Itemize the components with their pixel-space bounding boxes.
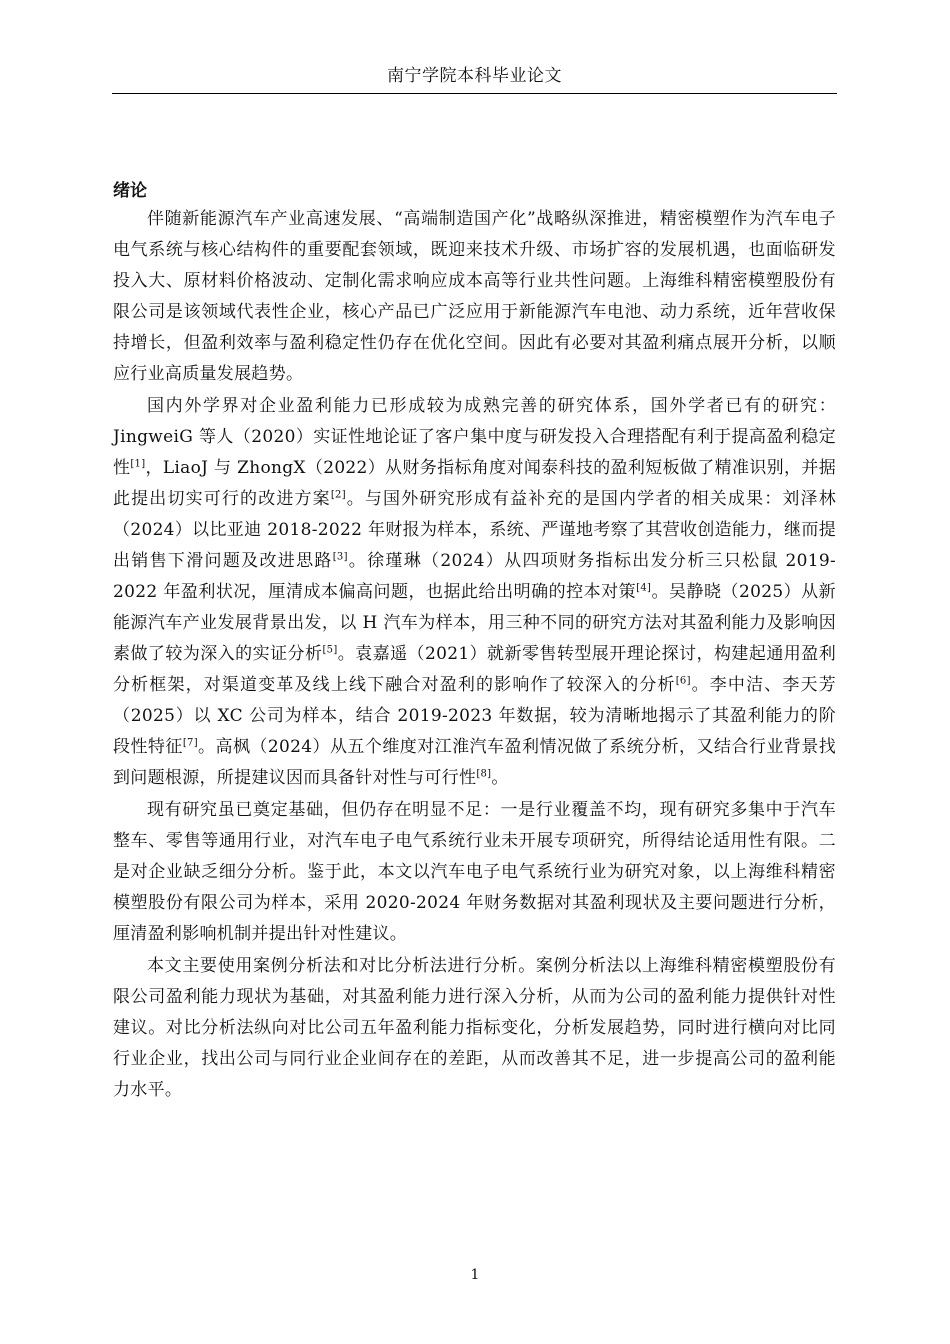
page-number: 1 bbox=[470, 1267, 480, 1283]
citation-ref: [6] bbox=[675, 675, 691, 687]
paragraph bbox=[113, 795, 836, 950]
paragraph-text: 。与国外研究形成有益补充的是国内学者的相关成果：刘泽林（2024）以比亚迪 2018-2022 年财报为样本，系统、严谨地考察了其营收创造能力，继而提出销售下滑问题及改进思路 bbox=[113, 489, 836, 571]
paragraph-text: 现有研究虽已奠定基础，但仍存在明显不足：一是行业覆盖不均，现有研究多集中于汽车整车、零售等通用行业，对汽车电子电气系统行业未开展专项研究，所得结论适用性有限。二是对企业缺乏细分分析。鉴于此，本文以汽车电子电气系统行业为研究对象，以上海维科精密模塑股份有限公司为样本，采用 2020-2024 年财务数据对其盈利现状及主要问题进行分析，厘清盈利影响机制并提出针对性建议。 bbox=[113, 800, 836, 944]
paragraph-text: ，LiaoJ 与 ZhongX（2022）从财务指标角度对闻泰科技的盈利短板做了精准识别，并据此提出切实可行的改进方案 bbox=[113, 458, 836, 509]
citation-ref: [5] bbox=[322, 644, 338, 656]
citation-ref: [2] bbox=[330, 489, 346, 501]
paragraph-text: 。徐瑾琳（2024）从四项财务指标出发分析三只松鼠 2019-2022 年盈利状况，厘清成本偏高问题，也据此给出明确的控本对策 bbox=[113, 551, 836, 602]
paragraph-text: 伴随新能源汽车产业高速发展、“高端制造国产化”战略纵深推进，精密模塑作为汽车电子电气系统与核心结构件的重要配套领域，既迎来技术升级、市场扩容的发展机遇，也面临研发投入大、原材料价格波动、定制化需求响应成本高等行业共性问题。上海维科精密模塑股份有限公司是该领域代表性企业，核心产品已广泛应用于新能源汽车电池、动力系统，近年营收保持增长，但盈利效率与盈利稳定性仍存在优化空间。因此有必要对其盈利痛点展开分析，以顺应行业高质量发展趋势。 bbox=[113, 209, 836, 384]
section-title: 绪论 bbox=[113, 181, 147, 201]
body-text bbox=[113, 204, 836, 1107]
paragraph-text: 。李中洁、李天芳（2025）以 XC 公司为样本，结合 2019-2023 年数据，较为清晰地揭示了其盈利能力的阶段性特征 bbox=[113, 675, 836, 757]
paragraph bbox=[113, 204, 836, 390]
paragraph-text: 。吴静晓（2025）从新能源汽车产业发展背景出发，以 H 汽车为样本，用三种不同的研究方法对其盈利能力及影响因素做了较为深入的实证分析 bbox=[113, 582, 836, 664]
citation-ref: [1] bbox=[130, 458, 146, 470]
header-title: 南宁学院本科毕业论文 bbox=[387, 66, 562, 86]
citation-ref: [8] bbox=[476, 768, 492, 780]
page-header bbox=[112, 63, 837, 94]
paragraph bbox=[113, 951, 836, 1106]
paragraph-text: 本文主要使用案例分析法和对比分析法进行分析。案例分析法以上海维科精密模塑股份有限公司盈利能力现状为基础，对其盈利能力进行深入分析，从而为公司的盈利能力提供针对性建议。对比分析法纵向对比公司五年盈利能力指标变化，分析发展趋势，同时进行横向对比同行业企业，找出公司与同行业企业间存在的差距，从而改善其不足，进一步提高公司的盈利能力水平。 bbox=[113, 956, 836, 1100]
citation-ref: [4] bbox=[636, 582, 652, 594]
paragraph-text: 国内外学界对企业盈利能力已形成较为成熟完善的研究体系，国外学者已有的研究：JingweiG 等人（2020）实证性地论证了客户集中度与研发投入合理搭配有利于提高盈利稳定性 bbox=[113, 396, 836, 478]
citation-ref: [3] bbox=[332, 551, 348, 563]
paragraph-text: 。高枫（2024）从五个维度对江淮汽车盈利情况做了系统分析，又结合行业背景找到问题根源，所提建议因而具备针对性与可行性 bbox=[113, 737, 836, 788]
paragraph bbox=[113, 391, 836, 794]
citation-ref: [7] bbox=[182, 737, 198, 749]
paragraph-text: 。袁嘉遥（2021）就新零售转型展开理论探讨，构建起通用盈利分析框架，对渠道变革及线上线下融合对盈利的影响作了较深入的分析 bbox=[113, 644, 836, 695]
paragraph-text: 。 bbox=[491, 768, 509, 788]
